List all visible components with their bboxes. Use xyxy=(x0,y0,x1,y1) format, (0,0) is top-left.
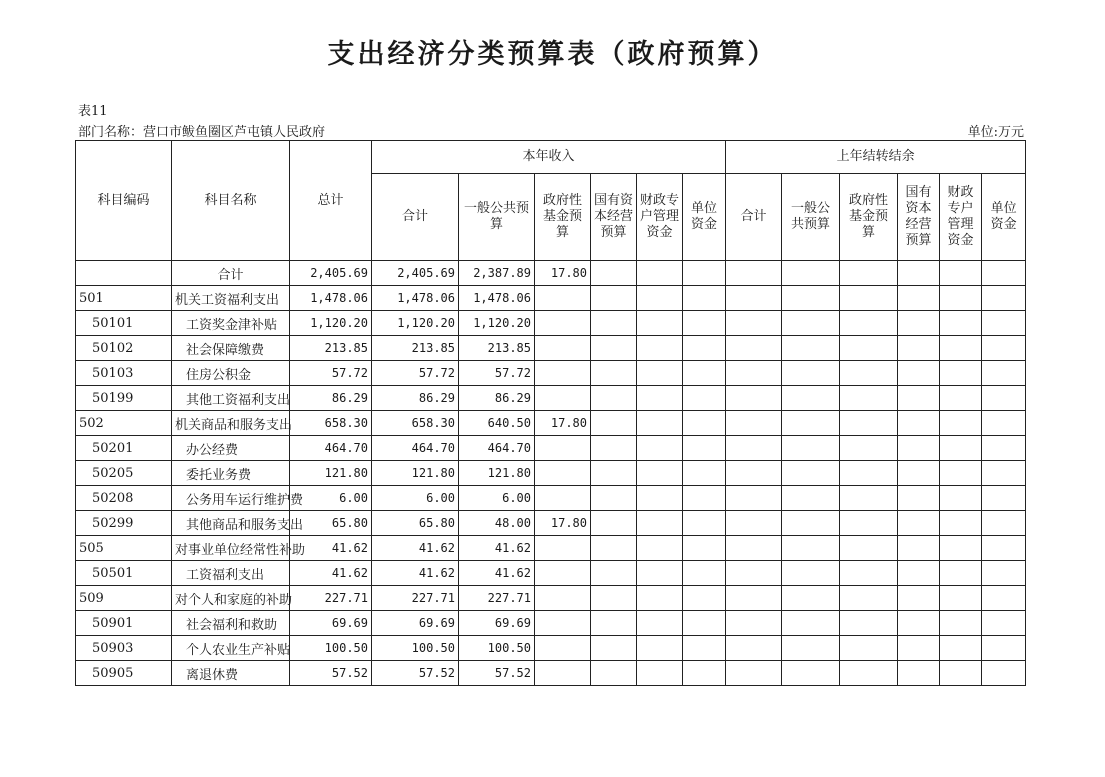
cell-code: 50901 xyxy=(76,611,172,636)
table-row xyxy=(76,561,1026,586)
subheader: 一般公共预算 xyxy=(459,174,535,261)
cell-empty xyxy=(982,436,1026,461)
cell-empty xyxy=(726,336,782,361)
cell-empty xyxy=(726,436,782,461)
cell-name: 离退休费 xyxy=(172,661,290,686)
cell-general-budget: 1,478.06 xyxy=(459,286,535,311)
cell-empty xyxy=(940,461,982,486)
cell-general-budget: 464.70 xyxy=(459,436,535,461)
cell-empty xyxy=(591,311,637,336)
cell-empty xyxy=(840,386,898,411)
header-prior-balance: 上年结转结余 xyxy=(726,141,1026,174)
cell-empty xyxy=(637,636,683,661)
cell-name: 个人农业生产补贴 xyxy=(172,636,290,661)
cell-empty xyxy=(683,411,726,436)
cell-empty xyxy=(840,511,898,536)
subheader: 一般公共预算 xyxy=(782,174,840,261)
cell-empty xyxy=(591,586,637,611)
cell-general-budget: 57.52 xyxy=(459,661,535,686)
cell-fund-budget xyxy=(535,636,591,661)
cell-code: 50501 xyxy=(76,561,172,586)
cell-empty xyxy=(982,311,1026,336)
cell-empty xyxy=(683,561,726,586)
cell-income-sum: 41.62 xyxy=(372,561,459,586)
cell-empty xyxy=(840,461,898,486)
cell-empty xyxy=(898,336,940,361)
cell-general-budget: 227.71 xyxy=(459,586,535,611)
cell-empty xyxy=(982,586,1026,611)
cell-code: 50199 xyxy=(76,386,172,411)
cell-empty xyxy=(898,586,940,611)
cell-empty xyxy=(726,511,782,536)
cell-empty xyxy=(982,636,1026,661)
cell-empty xyxy=(782,661,840,686)
cell-fund-budget xyxy=(535,586,591,611)
cell-empty xyxy=(637,536,683,561)
cell-fund-budget xyxy=(535,536,591,561)
cell-general-budget: 41.62 xyxy=(459,561,535,586)
subheader: 财政专户管理资金 xyxy=(637,174,683,261)
cell-income-sum: 1,478.06 xyxy=(372,286,459,311)
cell-empty xyxy=(683,661,726,686)
cell-empty xyxy=(591,411,637,436)
cell-total: 464.70 xyxy=(290,436,372,461)
header-current-income: 本年收入 xyxy=(372,141,726,174)
cell-code: 50205 xyxy=(76,461,172,486)
table-row xyxy=(76,586,1026,611)
cell-fund-budget xyxy=(535,611,591,636)
cell-code: 50201 xyxy=(76,436,172,461)
cell-code: 502 xyxy=(76,411,172,436)
cell-total: 57.52 xyxy=(290,661,372,686)
cell-empty xyxy=(782,336,840,361)
cell-empty xyxy=(726,586,782,611)
cell-name: 办公经费 xyxy=(172,436,290,461)
cell-income-sum: 57.52 xyxy=(372,661,459,686)
cell-empty xyxy=(940,386,982,411)
cell-empty xyxy=(940,661,982,686)
cell-empty xyxy=(637,586,683,611)
cell-empty xyxy=(940,436,982,461)
cell-total: 57.72 xyxy=(290,361,372,386)
cell-empty xyxy=(898,386,940,411)
cell-income-sum: 1,120.20 xyxy=(372,311,459,336)
cell-income-sum: 6.00 xyxy=(372,486,459,511)
cell-empty xyxy=(982,286,1026,311)
cell-empty xyxy=(683,436,726,461)
cell-empty xyxy=(898,536,940,561)
table-row xyxy=(76,436,1026,461)
cell-empty xyxy=(637,386,683,411)
cell-code: 50102 xyxy=(76,336,172,361)
cell-total: 41.62 xyxy=(290,561,372,586)
cell-empty xyxy=(637,611,683,636)
cell-name: 其他工资福利支出 xyxy=(172,386,290,411)
cell-general-budget: 41.62 xyxy=(459,536,535,561)
cell-empty xyxy=(840,411,898,436)
cell-fund-budget xyxy=(535,486,591,511)
cell-empty xyxy=(637,311,683,336)
subheader: 政府性基金预算 xyxy=(535,174,591,261)
cell-empty xyxy=(683,636,726,661)
subheader: 财政专户管理资金 xyxy=(940,174,982,261)
cell-general-budget: 121.80 xyxy=(459,461,535,486)
cell-empty xyxy=(637,411,683,436)
cell-name: 社会福利和救助 xyxy=(172,611,290,636)
cell-empty xyxy=(782,411,840,436)
cell-empty xyxy=(591,436,637,461)
cell-code: 50208 xyxy=(76,486,172,511)
subheader: 国有资本经营预算 xyxy=(591,174,637,261)
department-name: 部门名称：营口市鲅鱼圈区芦屯镇人民政府 xyxy=(78,125,326,140)
cell-empty xyxy=(782,486,840,511)
cell-empty xyxy=(840,286,898,311)
table-row xyxy=(76,386,1026,411)
cell-empty xyxy=(982,336,1026,361)
cell-fund-budget xyxy=(535,461,591,486)
cell-empty xyxy=(982,261,1026,286)
header-total: 总计 xyxy=(290,141,372,261)
cell-total: 2,405.69 xyxy=(290,261,372,286)
cell-income-sum: 464.70 xyxy=(372,436,459,461)
cell-empty xyxy=(683,611,726,636)
cell-empty xyxy=(726,311,782,336)
cell-empty xyxy=(591,661,637,686)
cell-empty xyxy=(940,611,982,636)
cell-empty xyxy=(840,611,898,636)
cell-empty xyxy=(591,261,637,286)
cell-empty xyxy=(940,511,982,536)
cell-empty xyxy=(726,536,782,561)
cell-code: 50101 xyxy=(76,311,172,336)
subheader: 单位资金 xyxy=(982,174,1026,261)
cell-empty xyxy=(898,311,940,336)
cell-income-sum: 69.69 xyxy=(372,611,459,636)
cell-name: 其他商品和服务支出 xyxy=(172,511,290,536)
cell-empty xyxy=(782,636,840,661)
cell-empty xyxy=(840,261,898,286)
subheader: 合计 xyxy=(726,174,782,261)
cell-code: 50103 xyxy=(76,361,172,386)
table-row xyxy=(76,611,1026,636)
cell-general-budget: 48.00 xyxy=(459,511,535,536)
cell-code: 505 xyxy=(76,536,172,561)
cell-empty xyxy=(782,511,840,536)
cell-income-sum: 57.72 xyxy=(372,361,459,386)
cell-empty xyxy=(637,336,683,361)
cell-empty xyxy=(898,486,940,511)
cell-empty xyxy=(840,586,898,611)
cell-empty xyxy=(940,286,982,311)
cell-total: 41.62 xyxy=(290,536,372,561)
cell-empty xyxy=(782,386,840,411)
cell-empty xyxy=(726,611,782,636)
header-code: 科目编码 xyxy=(76,141,172,261)
cell-empty xyxy=(940,336,982,361)
cell-code: 50299 xyxy=(76,511,172,536)
cell-income-sum: 2,405.69 xyxy=(372,261,459,286)
cell-empty xyxy=(940,311,982,336)
cell-code xyxy=(76,261,172,286)
cell-total: 1,478.06 xyxy=(290,286,372,311)
cell-name: 对事业单位经常性补助 xyxy=(172,536,290,561)
header-name: 科目名称 xyxy=(172,141,290,261)
cell-fund-budget xyxy=(535,336,591,361)
table-row xyxy=(76,461,1026,486)
cell-empty xyxy=(683,511,726,536)
cell-empty xyxy=(726,261,782,286)
subheader: 政府性基金预算 xyxy=(840,174,898,261)
subheader: 合计 xyxy=(372,174,459,261)
cell-empty xyxy=(898,436,940,461)
cell-empty xyxy=(840,436,898,461)
cell-empty xyxy=(898,611,940,636)
table-row xyxy=(76,511,1026,536)
cell-income-sum: 86.29 xyxy=(372,386,459,411)
cell-empty xyxy=(898,511,940,536)
cell-empty xyxy=(726,636,782,661)
cell-empty xyxy=(637,286,683,311)
cell-empty xyxy=(782,536,840,561)
cell-empty xyxy=(898,461,940,486)
cell-empty xyxy=(898,286,940,311)
table-row xyxy=(76,311,1026,336)
cell-income-sum: 65.80 xyxy=(372,511,459,536)
cell-empty xyxy=(782,461,840,486)
cell-general-budget: 213.85 xyxy=(459,336,535,361)
cell-income-sum: 121.80 xyxy=(372,461,459,486)
unit-label: 单位:万元 xyxy=(967,125,1024,140)
cell-fund-budget xyxy=(535,386,591,411)
cell-empty xyxy=(683,261,726,286)
cell-empty xyxy=(637,561,683,586)
cell-total: 658.30 xyxy=(290,411,372,436)
cell-general-budget: 1,120.20 xyxy=(459,311,535,336)
cell-empty xyxy=(637,361,683,386)
cell-empty xyxy=(591,461,637,486)
cell-empty xyxy=(782,311,840,336)
cell-empty xyxy=(982,461,1026,486)
cell-empty xyxy=(840,361,898,386)
cell-empty xyxy=(782,561,840,586)
cell-empty xyxy=(840,486,898,511)
cell-empty xyxy=(683,486,726,511)
cell-empty xyxy=(840,561,898,586)
cell-empty xyxy=(591,386,637,411)
cell-empty xyxy=(982,536,1026,561)
cell-empty xyxy=(726,286,782,311)
cell-empty xyxy=(637,461,683,486)
table-number: 表11 xyxy=(78,104,108,119)
cell-income-sum: 41.62 xyxy=(372,536,459,561)
cell-name: 机关商品和服务支出 xyxy=(172,411,290,436)
cell-empty xyxy=(591,486,637,511)
dept-row xyxy=(78,121,1024,140)
cell-empty xyxy=(940,486,982,511)
cell-empty xyxy=(940,586,982,611)
cell-empty xyxy=(782,361,840,386)
cell-empty xyxy=(637,511,683,536)
cell-empty xyxy=(840,661,898,686)
table-row xyxy=(76,536,1026,561)
cell-general-budget: 86.29 xyxy=(459,386,535,411)
cell-empty xyxy=(726,461,782,486)
cell-code: 50903 xyxy=(76,636,172,661)
cell-name: 社会保障缴费 xyxy=(172,336,290,361)
cell-total: 6.00 xyxy=(290,486,372,511)
cell-fund-budget xyxy=(535,436,591,461)
subheader: 单位资金 xyxy=(683,174,726,261)
cell-empty xyxy=(940,636,982,661)
cell-name: 对个人和家庭的补助 xyxy=(172,586,290,611)
cell-empty xyxy=(683,361,726,386)
cell-empty xyxy=(982,611,1026,636)
cell-empty xyxy=(683,386,726,411)
cell-total: 1,120.20 xyxy=(290,311,372,336)
cell-name: 机关工资福利支出 xyxy=(172,286,290,311)
cell-empty xyxy=(726,561,782,586)
cell-general-budget: 2,387.89 xyxy=(459,261,535,286)
cell-empty xyxy=(637,661,683,686)
cell-empty xyxy=(982,561,1026,586)
cell-code: 509 xyxy=(76,586,172,611)
cell-name: 住房公积金 xyxy=(172,361,290,386)
budget-table xyxy=(75,140,1026,686)
table-row xyxy=(76,411,1026,436)
cell-empty xyxy=(898,636,940,661)
cell-empty xyxy=(591,636,637,661)
cell-empty xyxy=(898,561,940,586)
cell-fund-budget xyxy=(535,311,591,336)
cell-name: 工资福利支出 xyxy=(172,561,290,586)
cell-empty xyxy=(782,586,840,611)
table-row xyxy=(76,286,1026,311)
cell-empty xyxy=(898,261,940,286)
cell-empty xyxy=(726,486,782,511)
cell-empty xyxy=(940,411,982,436)
cell-empty xyxy=(940,261,982,286)
cell-fund-budget xyxy=(535,561,591,586)
cell-empty xyxy=(782,436,840,461)
table-row xyxy=(76,636,1026,661)
cell-empty xyxy=(726,386,782,411)
cell-fund-budget xyxy=(535,286,591,311)
cell-empty xyxy=(982,511,1026,536)
subheader: 国有资本经营预算 xyxy=(898,174,940,261)
cell-fund-budget: 17.80 xyxy=(535,261,591,286)
table-row xyxy=(76,361,1026,386)
cell-empty xyxy=(782,611,840,636)
cell-general-budget: 69.69 xyxy=(459,611,535,636)
cell-total: 227.71 xyxy=(290,586,372,611)
cell-code: 501 xyxy=(76,286,172,311)
cell-code: 50905 xyxy=(76,661,172,686)
cell-empty xyxy=(591,361,637,386)
cell-empty xyxy=(683,536,726,561)
cell-empty xyxy=(726,361,782,386)
cell-income-sum: 227.71 xyxy=(372,586,459,611)
cell-name: 工资奖金津补贴 xyxy=(172,311,290,336)
cell-empty xyxy=(782,286,840,311)
cell-fund-budget xyxy=(535,361,591,386)
cell-general-budget: 640.50 xyxy=(459,411,535,436)
cell-empty xyxy=(637,486,683,511)
cell-empty xyxy=(591,611,637,636)
cell-empty xyxy=(898,361,940,386)
cell-empty xyxy=(898,411,940,436)
cell-empty xyxy=(591,561,637,586)
table-row xyxy=(76,661,1026,686)
cell-empty xyxy=(982,386,1026,411)
cell-empty xyxy=(683,586,726,611)
cell-empty xyxy=(726,411,782,436)
cell-empty xyxy=(840,336,898,361)
cell-general-budget: 6.00 xyxy=(459,486,535,511)
cell-total: 213.85 xyxy=(290,336,372,361)
cell-total: 69.69 xyxy=(290,611,372,636)
cell-empty xyxy=(591,511,637,536)
cell-total: 100.50 xyxy=(290,636,372,661)
cell-empty xyxy=(683,336,726,361)
table-body xyxy=(76,261,1026,686)
cell-general-budget: 100.50 xyxy=(459,636,535,661)
cell-empty xyxy=(982,661,1026,686)
cell-income-sum: 658.30 xyxy=(372,411,459,436)
cell-income-sum: 100.50 xyxy=(372,636,459,661)
cell-empty xyxy=(591,536,637,561)
cell-empty xyxy=(940,561,982,586)
cell-name: 委托业务费 xyxy=(172,461,290,486)
cell-empty xyxy=(591,336,637,361)
cell-fund-budget xyxy=(535,661,591,686)
page-title: 支出经济分类预算表（政府预算） xyxy=(327,39,778,70)
cell-total: 86.29 xyxy=(290,386,372,411)
cell-empty xyxy=(940,536,982,561)
cell-empty xyxy=(982,486,1026,511)
cell-empty xyxy=(898,661,940,686)
cell-empty xyxy=(683,311,726,336)
table-row xyxy=(76,486,1026,511)
cell-empty xyxy=(637,261,683,286)
table-row xyxy=(76,336,1026,361)
cell-general-budget: 57.72 xyxy=(459,361,535,386)
cell-fund-budget: 17.80 xyxy=(535,511,591,536)
cell-name: 合计 xyxy=(172,261,290,286)
cell-empty xyxy=(726,661,782,686)
cell-empty xyxy=(683,286,726,311)
cell-empty xyxy=(840,536,898,561)
cell-empty xyxy=(683,461,726,486)
cell-fund-budget: 17.80 xyxy=(535,411,591,436)
cell-empty xyxy=(982,361,1026,386)
cell-total: 121.80 xyxy=(290,461,372,486)
cell-empty xyxy=(637,436,683,461)
cell-name: 公务用车运行维护费 xyxy=(172,486,290,511)
table-row xyxy=(76,261,1026,286)
cell-income-sum: 213.85 xyxy=(372,336,459,361)
cell-total: 65.80 xyxy=(290,511,372,536)
cell-empty xyxy=(782,261,840,286)
cell-empty xyxy=(940,361,982,386)
cell-empty xyxy=(840,311,898,336)
cell-empty xyxy=(982,411,1026,436)
cell-empty xyxy=(840,636,898,661)
cell-empty xyxy=(591,286,637,311)
